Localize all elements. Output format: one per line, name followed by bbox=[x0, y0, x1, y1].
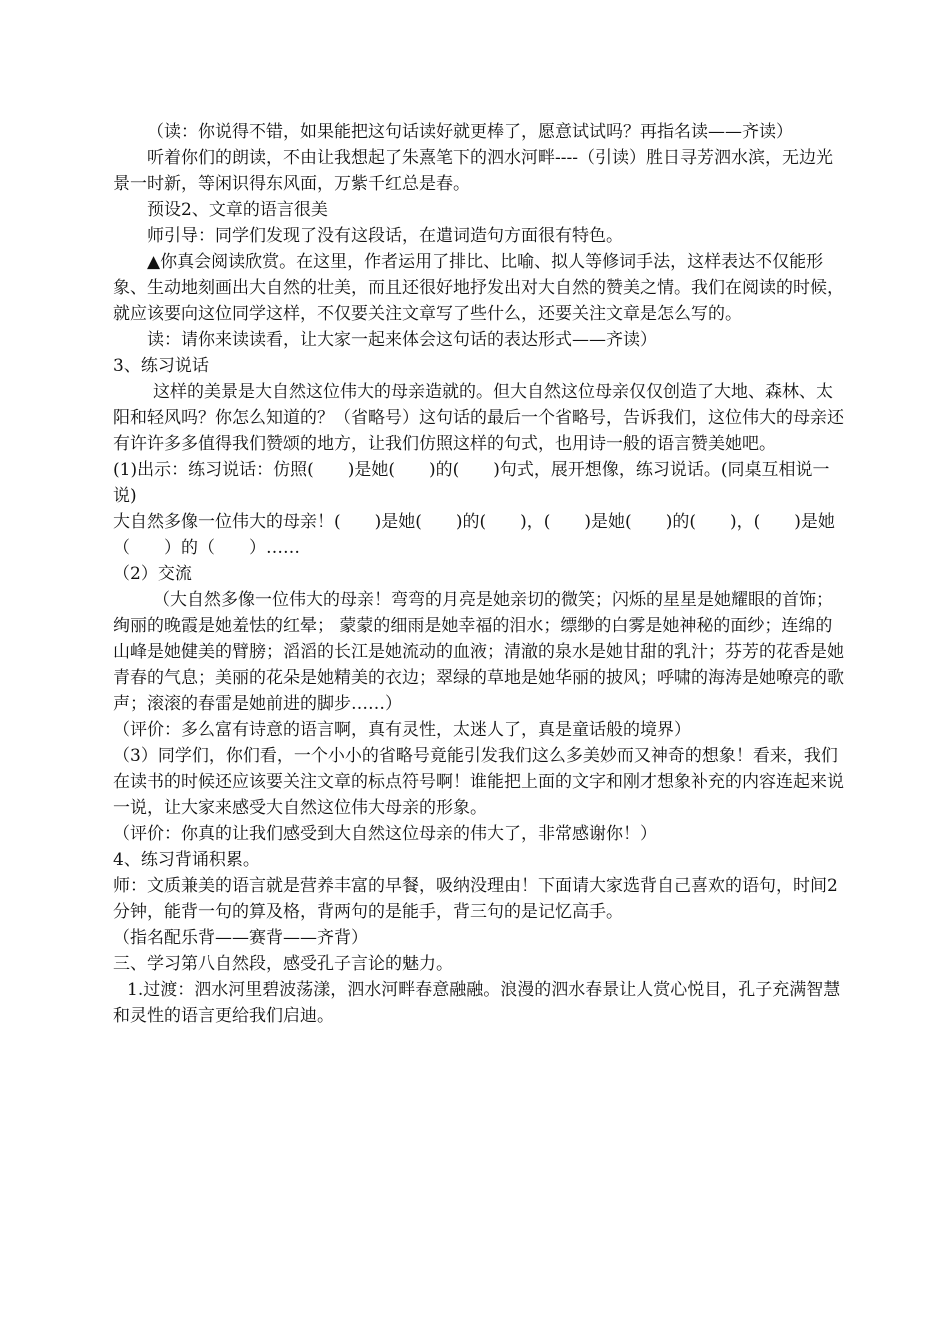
heading-recitation: 4、练习背诵积累。 bbox=[113, 850, 260, 870]
paragraph-recitation-order: （指名配乐背——赛背——齐背） bbox=[113, 928, 368, 948]
paragraph-recitation-instructions: 师：文质兼美的语言就是营养丰富的早餐，吸纳没理由！下面请大家选背自己喜欢的语句，时间2分钟，能背一句的算及格，背两句的是能手，背三句的是记忆高手。 bbox=[113, 876, 838, 922]
paragraph-read-prompt: （读：你说得不错，如果能把这句话读好就更棒了，愿意试试吗？再指名读——齐读） bbox=[147, 122, 793, 142]
paragraph-sentence-pattern: 大自然多像一位伟大的母亲！( )是她( )的( )，( )是她( )的( )，( )是她（ ）的（ ）…… bbox=[113, 512, 835, 558]
paragraph-zhuxi-poem: 听着你们的朗读，不由让我想起了朱熹笔下的泗水河畔----（引读）胜日寻芳泗水滨，无边光景一时新，等闲识得东风面，万紫千红总是春。 bbox=[113, 148, 833, 194]
paragraph-appreciation: ▲你真会阅读欣赏。在这里，作者运用了排比、比喻、拟人等修词手法，这样表达不仅能形象、生动地刻画出大自然的壮美，而且还很好地抒发出对大自然的赞美之情。我们在阅读的时候，就应该要向这位同学这样，不仅要关注文章写了些什么，还要关注文章是怎么写的。 bbox=[113, 252, 844, 324]
paragraph-ellipsis-3: （3）同学们，你们看，一个小小的省略号竟能引发我们这么多美妙而又神奇的想象！看来，我们在读书的时候还应该要关注文章的标点符号啊！谁能把上面的文字和刚才想象补充的内容连起来说一说，让大家来感受大自然这位伟大母亲的形象。 bbox=[113, 746, 844, 818]
paragraph-exchange-2: （2）交流 bbox=[113, 564, 192, 584]
paragraph-mother-nature: 这样的美景是大自然这位伟大的母亲造就的。但大自然这位母亲仅仅创造了大地、森林、太阳和轻风吗？你怎么知道的？（省略号）这句话的最后一个省略号，告诉我们，这位伟大的母亲还有许许多多值得我们赞颂的地方，让我们仿照这样的句式，也用诗一般的语言赞美她吧。 bbox=[113, 382, 844, 454]
document-page bbox=[113, 119, 848, 1029]
paragraph-exercise-1: (1)出示：练习说话：仿照( )是她( )的( )句式，展开想像，练习说话。(同桌互相说一说) bbox=[113, 460, 830, 506]
paragraph-transition: 1.过渡：泗水河里碧波荡漾，泗水河畔春意融融。浪漫的泗水春景让人赏心悦目，孔子充满智慧和灵性的语言更给我们启迪。 bbox=[113, 980, 841, 1026]
paragraph-teacher-guide: 师引导：同学们发现了没有这段话，在遣词造句方面很有特色。 bbox=[147, 226, 623, 246]
heading-practice-speaking: 3、练习说话 bbox=[113, 356, 209, 376]
paragraph-preset-2: 预设2、文章的语言很美 bbox=[147, 200, 328, 220]
paragraph-examples: （大自然多像一位伟大的母亲！弯弯的月亮是她亲切的微笑；闪烁的星星是她耀眼的首饰；绚丽的晚霞是她羞怯的红晕； 蒙蒙的细雨是她幸福的泪水；缥缈的白雾是她神秘的面纱；连绵的山峰是她健美的臂膀；滔滔的长江是她流动的血液；清澈的泉水是她甘甜的乳汁；芬芳的花香是她青春的气息；美丽的花朵是她精美的衣边；翠绿的草地是她华丽的披风；呼啸的海涛是她嘹亮的歌声；滚滚的春雷是她前进的脚步……） bbox=[113, 590, 844, 714]
paragraph-read-together: 读：请你来读读看，让大家一起来体会这句话的表达形式——齐读） bbox=[147, 330, 657, 350]
heading-section-three: 三、学习第八自然段，感受孔子言论的魅力。 bbox=[113, 954, 453, 974]
paragraph-evaluation-2: （评价：你真的让我们感受到大自然这位母亲的伟大了，非常感谢你！） bbox=[113, 824, 657, 844]
paragraph-evaluation-1: （评价：多么富有诗意的语言啊，真有灵性，太迷人了，真是童话般的境界） bbox=[113, 720, 691, 740]
